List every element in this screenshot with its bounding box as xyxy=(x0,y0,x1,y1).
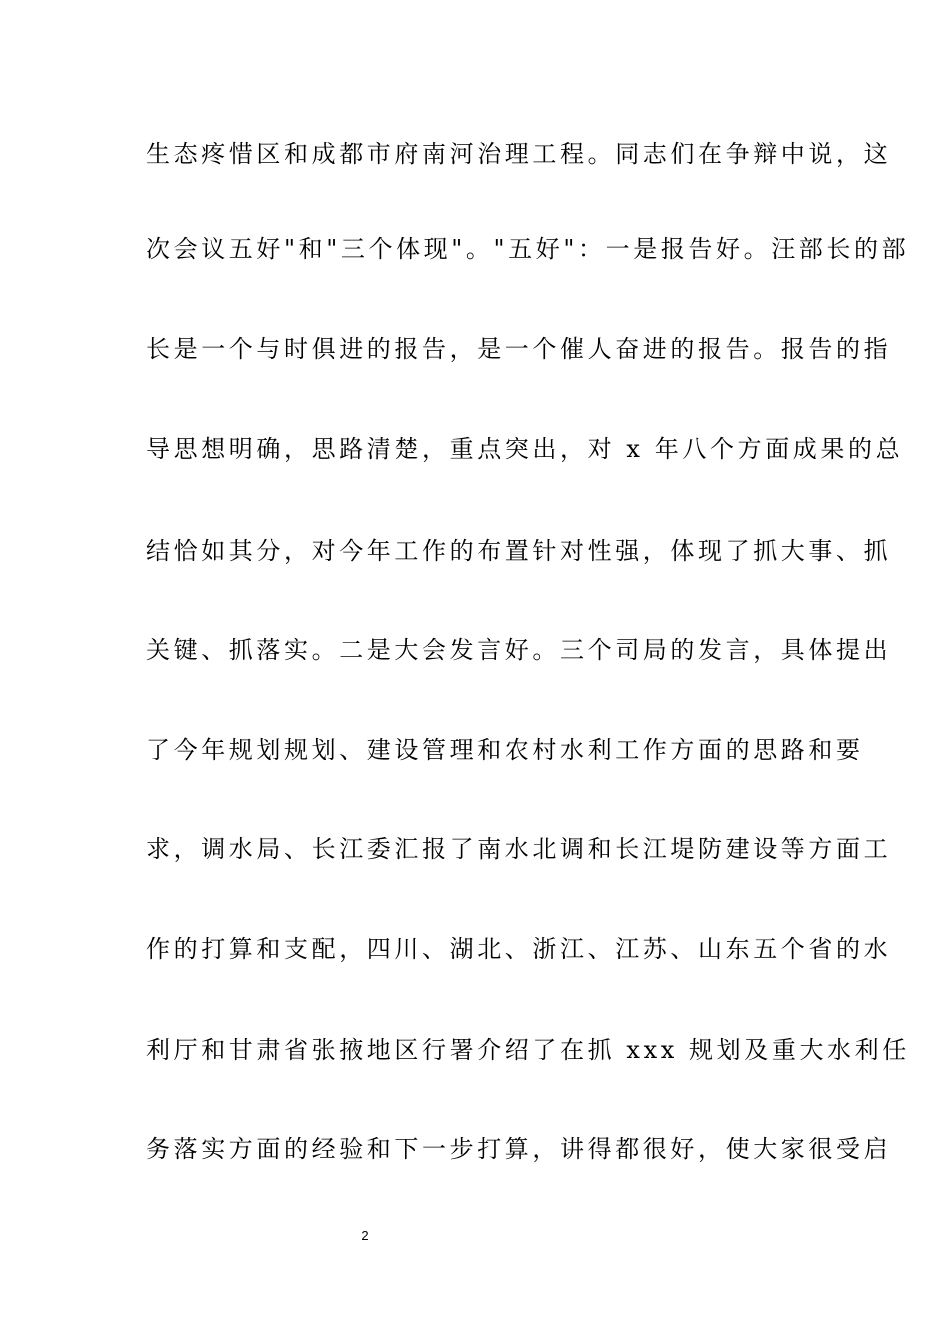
page-number: 2 xyxy=(361,1228,369,1243)
paragraph-line: 结恰如其分，对今年工作的布置针对性强，体现了抓大事、抓 xyxy=(146,537,892,565)
paragraph-line: 利厅和甘肃省张掖地区行署介绍了在抓 xxx 规划及重大水利任 xyxy=(146,1036,910,1064)
paragraph-line: 求，调水局、长江委汇报了南水北调和长江堤防建设等方面工 xyxy=(146,835,892,863)
paragraph-line: 次会议五好"和"三个体现"。"五好"：一是报告好。汪部长的部 xyxy=(146,235,910,263)
paragraph-line: 作的打算和支配，四川、湖北、浙江、江苏、山东五个省的水 xyxy=(146,935,892,963)
paragraph-line: 导思想明确，思路清楚，重点突出，对 x 年八个方面成果的总 xyxy=(146,435,904,463)
paragraph-line: 务落实方面的经验和下一步打算，讲得都很好，使大家很受启 xyxy=(146,1135,892,1163)
paragraph-line: 了今年规划规划、建设管理和农村水利工作方面的思路和要 xyxy=(146,736,864,764)
paragraph-line: 长是一个与时俱进的报告，是一个催人奋进的报告。报告的指 xyxy=(146,335,892,363)
paragraph-line: 生态疼惜区和成都市府南河治理工程。同志们在争辩中说，这 xyxy=(146,140,892,168)
paragraph-line: 关键、抓落实。二是大会发言好。三个司局的发言，具体提出 xyxy=(146,636,892,664)
